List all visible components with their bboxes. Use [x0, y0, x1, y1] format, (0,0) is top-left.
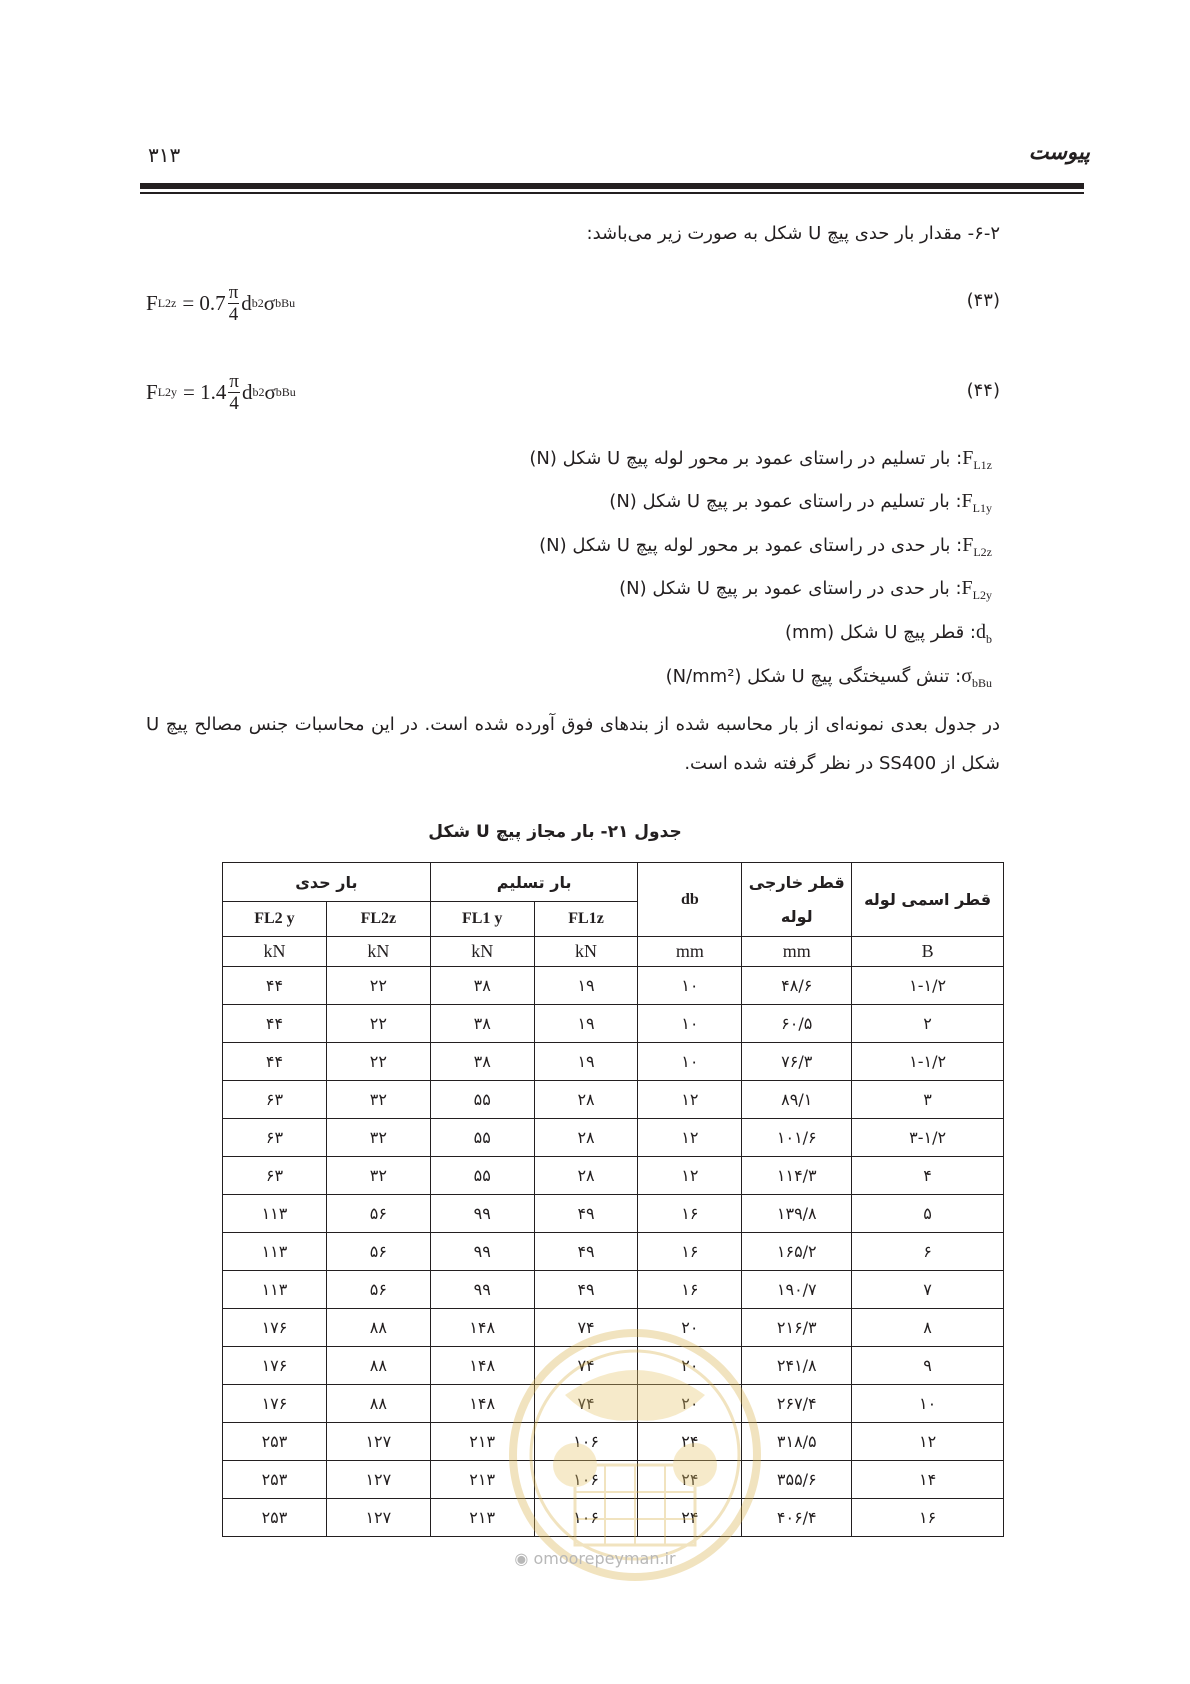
table-cell: ۲۴	[638, 1461, 742, 1499]
unit-cell: kN	[326, 937, 430, 967]
header-rule	[140, 183, 1084, 189]
table-cell: ۱۹	[534, 967, 638, 1005]
equation-43	[146, 283, 295, 324]
table-caption: جدول ۲۱- بار مجاز پیچ U شکل	[428, 822, 682, 842]
header-limit-load: بار حدی	[223, 863, 431, 902]
table-cell: ۱۴۸	[430, 1347, 534, 1385]
header-fl1y: FL1 y	[430, 902, 534, 937]
table-row	[223, 1043, 1004, 1081]
unit-cell: B	[852, 937, 1004, 967]
table-cell: ۲۵۳	[223, 1461, 327, 1499]
table-cell: ۹	[852, 1347, 1004, 1385]
table-cell: ۲۴۱/۸	[742, 1347, 852, 1385]
table-cell: ۲۱۳	[430, 1499, 534, 1537]
table-cell: ۷	[852, 1271, 1004, 1309]
table-row	[223, 1157, 1004, 1195]
table-cell: ۸۸	[326, 1347, 430, 1385]
table-row	[223, 1119, 1004, 1157]
table-cell: ۵۶	[326, 1233, 430, 1271]
table-cell: ۲۰	[638, 1309, 742, 1347]
def-text: : قطر پیچ U شکل (mm)	[784, 622, 976, 643]
table-cell: ۶۳	[223, 1081, 327, 1119]
definition-fl2z	[539, 534, 992, 560]
definition-fl2y	[619, 577, 992, 603]
table-cell: ۱۱۳	[223, 1195, 327, 1233]
table-cell: ۸۹/۱	[742, 1081, 852, 1119]
def-symbol: $d_b$	[976, 621, 992, 646]
table-cell: ۵	[852, 1195, 1004, 1233]
table-cell: ۱۰۶	[534, 1423, 638, 1461]
eq-var-sup: 2	[258, 385, 265, 399]
table-row	[223, 1271, 1004, 1309]
def-text: : بار تسلیم در راستای عمود بر محور لوله پیچ U شکل (N)	[529, 448, 963, 469]
table-cell: ۹۹	[430, 1195, 534, 1233]
table-cell: ۱۷۶	[223, 1385, 327, 1423]
def-symbol: $F_{L2y}$	[961, 577, 992, 602]
u-bolt-load-table	[222, 862, 1004, 1537]
header-fl2z: FL2z	[326, 902, 430, 937]
table-cell: ۴۴	[223, 1005, 327, 1043]
eq-coef: = 0.7	[182, 291, 226, 315]
table-row	[223, 1461, 1004, 1499]
def-symbol: $F_{L1y}$	[961, 490, 992, 515]
table-cell: ۸	[852, 1309, 1004, 1347]
unit-cell: mm	[742, 937, 852, 967]
table-cell: ۲۰	[638, 1385, 742, 1423]
table-cell: ۱۰	[852, 1385, 1004, 1423]
table-cell: ۳۲	[326, 1119, 430, 1157]
table-cell: ۱۴۸	[430, 1385, 534, 1423]
eq-sigma: σ	[263, 291, 276, 315]
equation-number: (۴۳)	[966, 290, 1000, 311]
table-cell: ۲۶۷/۴	[742, 1385, 852, 1423]
table-row	[223, 1423, 1004, 1461]
table-cell: ۶	[852, 1233, 1004, 1271]
table-cell: ۴۹	[534, 1271, 638, 1309]
definition-db	[785, 621, 992, 647]
table-cell: ۱۹۰/۷	[742, 1271, 852, 1309]
table-cell: ۷۴	[534, 1385, 638, 1423]
def-text: : بار تسلیم در راستای عمود بر پیچ U شکل (N)	[609, 491, 962, 512]
table-cell: ۳۲	[326, 1081, 430, 1119]
table-row	[223, 1081, 1004, 1119]
eq-var: d	[241, 380, 253, 404]
table-cell: ۶۰/۵	[742, 1005, 852, 1043]
table-cell: ۳۸	[430, 967, 534, 1005]
unit-cell: kN	[430, 937, 534, 967]
header-fl1z: FL1z	[534, 902, 638, 937]
table-cell: ۵۶	[326, 1195, 430, 1233]
eq-var-sub: b	[252, 385, 259, 399]
table-cell: ۴	[852, 1157, 1004, 1195]
eq-frac-den: 4	[228, 304, 239, 325]
table-cell: ۵۵	[430, 1081, 534, 1119]
eq-lhs: F	[146, 291, 158, 315]
eq-lhs-sub: L2z	[157, 296, 177, 310]
eq-frac-den: 4	[229, 393, 239, 414]
table-row	[223, 1195, 1004, 1233]
table-cell: ۱۶	[852, 1499, 1004, 1537]
table-cell: ۶۳	[223, 1119, 327, 1157]
header-outer-diameter: قطر خارجی لوله	[742, 863, 852, 937]
def-text: : بار حدی در راستای عمود بر محور لوله پیچ U شکل (N)	[539, 535, 963, 556]
table-cell: ۱۷۶	[223, 1309, 327, 1347]
table-cell: ۱۰	[638, 967, 742, 1005]
table-cell: ۱۱۳	[223, 1233, 327, 1271]
table-cell: ۳-۱/۲	[852, 1119, 1004, 1157]
table-cell: ۳۸	[430, 1005, 534, 1043]
table-cell: ۱۶	[638, 1195, 742, 1233]
table-cell: ۲۸	[534, 1119, 638, 1157]
table-cell: ۲۱۶/۳	[742, 1309, 852, 1347]
table-cell: ۳۵۵/۶	[742, 1461, 852, 1499]
table-cell: ۴۸/۶	[742, 967, 852, 1005]
table-cell: ۱۰	[638, 1005, 742, 1043]
equation-number: (۴۴)	[966, 380, 1000, 401]
table-cell: ۲۰	[638, 1347, 742, 1385]
table-cell: ۲	[852, 1005, 1004, 1043]
table-cell: ۴۴	[223, 1043, 327, 1081]
table-cell: ۵۵	[430, 1119, 534, 1157]
table-cell: ۱۴	[852, 1461, 1004, 1499]
table-cell: ۲۱۳	[430, 1423, 534, 1461]
table-cell: ۳۱۸/۵	[742, 1423, 852, 1461]
unit-cell: mm	[638, 937, 742, 967]
table-cell: ۱۶۵/۲	[742, 1233, 852, 1271]
table-cell: ۱۰	[638, 1043, 742, 1081]
eq-lhs-sub: L2y	[157, 385, 178, 399]
definition-fl1z	[529, 447, 992, 473]
table-cell: ۱۶	[638, 1271, 742, 1309]
eq-coef: = 1.4	[183, 380, 227, 404]
table-cell: ۷۴	[534, 1309, 638, 1347]
table-row	[223, 1347, 1004, 1385]
table-cell: ۷۶/۳	[742, 1043, 852, 1081]
table-row	[223, 1005, 1004, 1043]
table-cell: ۱۲	[638, 1081, 742, 1119]
table-cell: ۲۲	[326, 1043, 430, 1081]
table-cell: ۳۲	[326, 1157, 430, 1195]
table-cell: ۱۲	[638, 1157, 742, 1195]
def-symbol: $F_{L2z}$	[962, 534, 992, 559]
eq-sigma-sub: bBu	[275, 296, 296, 310]
eq-sigma-sub: bBu	[275, 385, 296, 399]
table-cell: ۲۵۳	[223, 1499, 327, 1537]
table-cell: ۱۲۷	[326, 1461, 430, 1499]
table-cell: ۲۱۳	[430, 1461, 534, 1499]
definition-sigma	[666, 665, 992, 691]
table-cell: ۱۲	[638, 1119, 742, 1157]
table-cell: ۱۹	[534, 1043, 638, 1081]
eq-var: d	[241, 291, 252, 315]
def-symbol: $F_{L1z}$	[962, 447, 992, 472]
table-cell: ۲۲	[326, 967, 430, 1005]
table-cell: ۴۹	[534, 1233, 638, 1271]
header-rule-thin	[140, 192, 1084, 194]
table-cell: ۱۰۶	[534, 1499, 638, 1537]
header-db: db	[638, 863, 742, 937]
table-cell: ۸۸	[326, 1385, 430, 1423]
eq-fraction	[228, 283, 240, 324]
unit-cell: kN	[534, 937, 638, 967]
table-cell: ۵۶	[326, 1271, 430, 1309]
section-intro: ۶-۲- مقدار بار حدی پیچ U شکل به صورت زیر می‌باشد:	[586, 223, 1000, 244]
body-paragraph: در جدول بعدی نمونه‌ای از بار محاسبه شده از بندهای فوق آورده شده است. در این محاسبات جنس مصالح پیچ U شکل از SS400 در نظر گرفته شده است.	[146, 714, 1000, 774]
unit-cell: kN	[223, 937, 327, 967]
table-cell: ۱۷۶	[223, 1347, 327, 1385]
table-cell: ۱-۱/۲	[852, 967, 1004, 1005]
def-text: : تنش گسیختگی پیچ U شکل (N/mm²)	[665, 666, 962, 687]
table-cell: ۹۹	[430, 1233, 534, 1271]
eq-var-sup: 2	[257, 296, 264, 310]
table-cell: ۲۲	[326, 1005, 430, 1043]
table-cell: ۷۴	[534, 1347, 638, 1385]
eq-lhs: F	[146, 380, 158, 404]
def-symbol: $\sigma_{bBu}$	[961, 665, 992, 690]
table-cell: ۱۶	[638, 1233, 742, 1271]
eq-frac-num: π	[229, 371, 239, 392]
header-yield-load: بار تسلیم	[430, 863, 638, 902]
table-cell: ۴۴	[223, 967, 327, 1005]
eq-var-sub: b	[251, 296, 258, 310]
table-cell: ۵۵	[430, 1157, 534, 1195]
table-cell: ۱۱۴/۳	[742, 1157, 852, 1195]
page-number: ۳۱۳	[148, 143, 181, 167]
watermark-url: ◉ omoorepeyman.ir	[514, 1549, 676, 1568]
table-cell: ۱۳۹/۸	[742, 1195, 852, 1233]
table-row	[223, 967, 1004, 1005]
table-cell: ۳	[852, 1081, 1004, 1119]
table-cell: ۳۸	[430, 1043, 534, 1081]
eq-frac-num: π	[228, 282, 239, 303]
table-cell: ۱۲۷	[326, 1423, 430, 1461]
table-cell: ۱۲	[852, 1423, 1004, 1461]
table-cell: ۱۲۷	[326, 1499, 430, 1537]
table-cell: ۱۱۳	[223, 1271, 327, 1309]
table-cell: ۱۰۱/۶	[742, 1119, 852, 1157]
table-cell: ۱۹	[534, 1005, 638, 1043]
table-cell: ۹۹	[430, 1271, 534, 1309]
eq-sigma: σ	[264, 380, 276, 404]
table-cell: ۱-۱/۲	[852, 1043, 1004, 1081]
eq-fraction	[228, 372, 240, 413]
definition-fl1y	[609, 490, 992, 516]
table-row	[223, 1385, 1004, 1423]
table-cell: ۲۴	[638, 1423, 742, 1461]
header-fl2y: FL2 y	[223, 902, 327, 937]
header-nominal-diameter: قطر اسمی لوله	[852, 863, 1004, 937]
table-cell: ۱۴۸	[430, 1309, 534, 1347]
equation-44	[146, 372, 296, 413]
table-cell: ۶۳	[223, 1157, 327, 1195]
table-cell: ۸۸	[326, 1309, 430, 1347]
table-cell: ۲۵۳	[223, 1423, 327, 1461]
table-cell: ۴۹	[534, 1195, 638, 1233]
table-cell: ۱۰۶	[534, 1461, 638, 1499]
table-row	[223, 1233, 1004, 1271]
table-cell: ۲۸	[534, 1081, 638, 1119]
table-row	[223, 1499, 1004, 1537]
table-cell: ۲۴	[638, 1499, 742, 1537]
table-cell: ۴۰۶/۴	[742, 1499, 852, 1537]
units-row	[223, 937, 1004, 967]
def-text: : بار حدی در راستای عمود بر پیچ U شکل (N)	[619, 578, 962, 599]
chapter-title: پیوست	[1028, 140, 1090, 164]
table-cell: ۲۸	[534, 1157, 638, 1195]
table-row	[223, 1309, 1004, 1347]
